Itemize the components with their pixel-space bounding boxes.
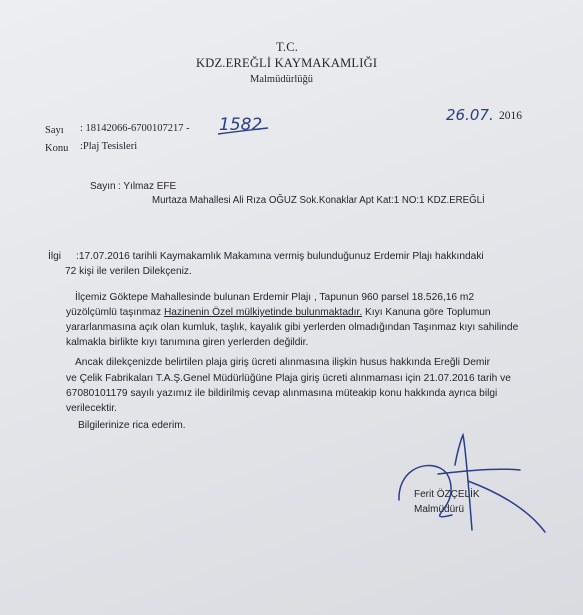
salutation: Sayın (90, 181, 116, 192)
ilgi-line-1: :17.07.2016 tarihli Kaymakamlık Makamına vermiş bulunduğunuz Erdemir Plajı hakkındaki (76, 251, 484, 262)
paragraph2-line-2: ve Çelik Fabrikaları T.A.Ş.Genel Müdürlüğüne Plaja giriş ücreti alınmaması için 21.07.2016 tarih ve (66, 373, 511, 384)
signatory-name: Ferit ÖZÇELİK (414, 489, 480, 500)
konu-value: :Plaj Tesisleri (80, 141, 138, 152)
recipient-name: : Yılmaz EFE (118, 181, 177, 192)
header-kaymakamlik: KDZ.EREĞLİ KAYMAKAMLIĞI (196, 56, 378, 70)
sayi-handwritten: 1582 (219, 115, 263, 135)
date-handwritten: 26.07. (446, 106, 494, 124)
paragraph1-line-4: kalmakla birlikte kıyı tanımına giren yerlerden değildir. (66, 337, 309, 348)
paragraph1-line-1: İlçemiz Göktepe Mahallesinde bulunan Erdemir Plajı , Tapunun 960 parsel 18.526,16 m2 (75, 292, 475, 303)
date-year: 2016 (499, 110, 522, 122)
paragraph2-line-3: 67080101179 sayılı yazımız ile bildirilmiş cevap alınmasına müteakip konu hakkında ayrıca bilgi (66, 388, 498, 399)
sayi-value: : 18142066-6700107217 - (80, 123, 190, 134)
sayi-label: Sayı (45, 125, 64, 136)
paragraph1-line-3: yararlanmasına açık olan kumluk, taşlık, kayalık gibi yerlerden olmadığından Taşınmaz kıyı sahilinde (66, 322, 519, 333)
paragraph1-underlined-phrase: Hazinenin Özel mülkiyetinde bulunmaktadır. (163, 307, 363, 318)
ilgi-line-2: 72 kişi ile verilen Dilekçeniz. (65, 266, 192, 277)
recipient-address: Murtaza Mahallesi Ali Rıza OĞUZ Sok.Konaklar Apt Kat:1 NO:1 KDZ.EREĞLİ (152, 195, 485, 206)
signatory-title: Malmüdürü (414, 504, 465, 515)
paragraph1-line-2 (66, 306, 491, 321)
closing-text: Bilgilerinize rica ederim. (78, 420, 186, 431)
paragraph2-line-1: Ancak dilekçenizde belirtilen plaja giriş ücreti alınmasına ilişkin husus hakkında Ereğli Demir (75, 357, 491, 368)
konu-label: Konu (45, 143, 69, 154)
paragraph1-line-2c: Kıyı Kanuna göre Toplumun (362, 307, 491, 318)
header-tc: T.C. (276, 40, 299, 54)
paragraph2-line-4: verilecektir. (66, 403, 117, 414)
ilgi-label: İlgi (48, 251, 62, 262)
header-malmudurlugu: Malmüdürlüğü (250, 74, 313, 85)
paragraph1-line-2a: yüzölçümlü taşınmaz (66, 307, 164, 318)
